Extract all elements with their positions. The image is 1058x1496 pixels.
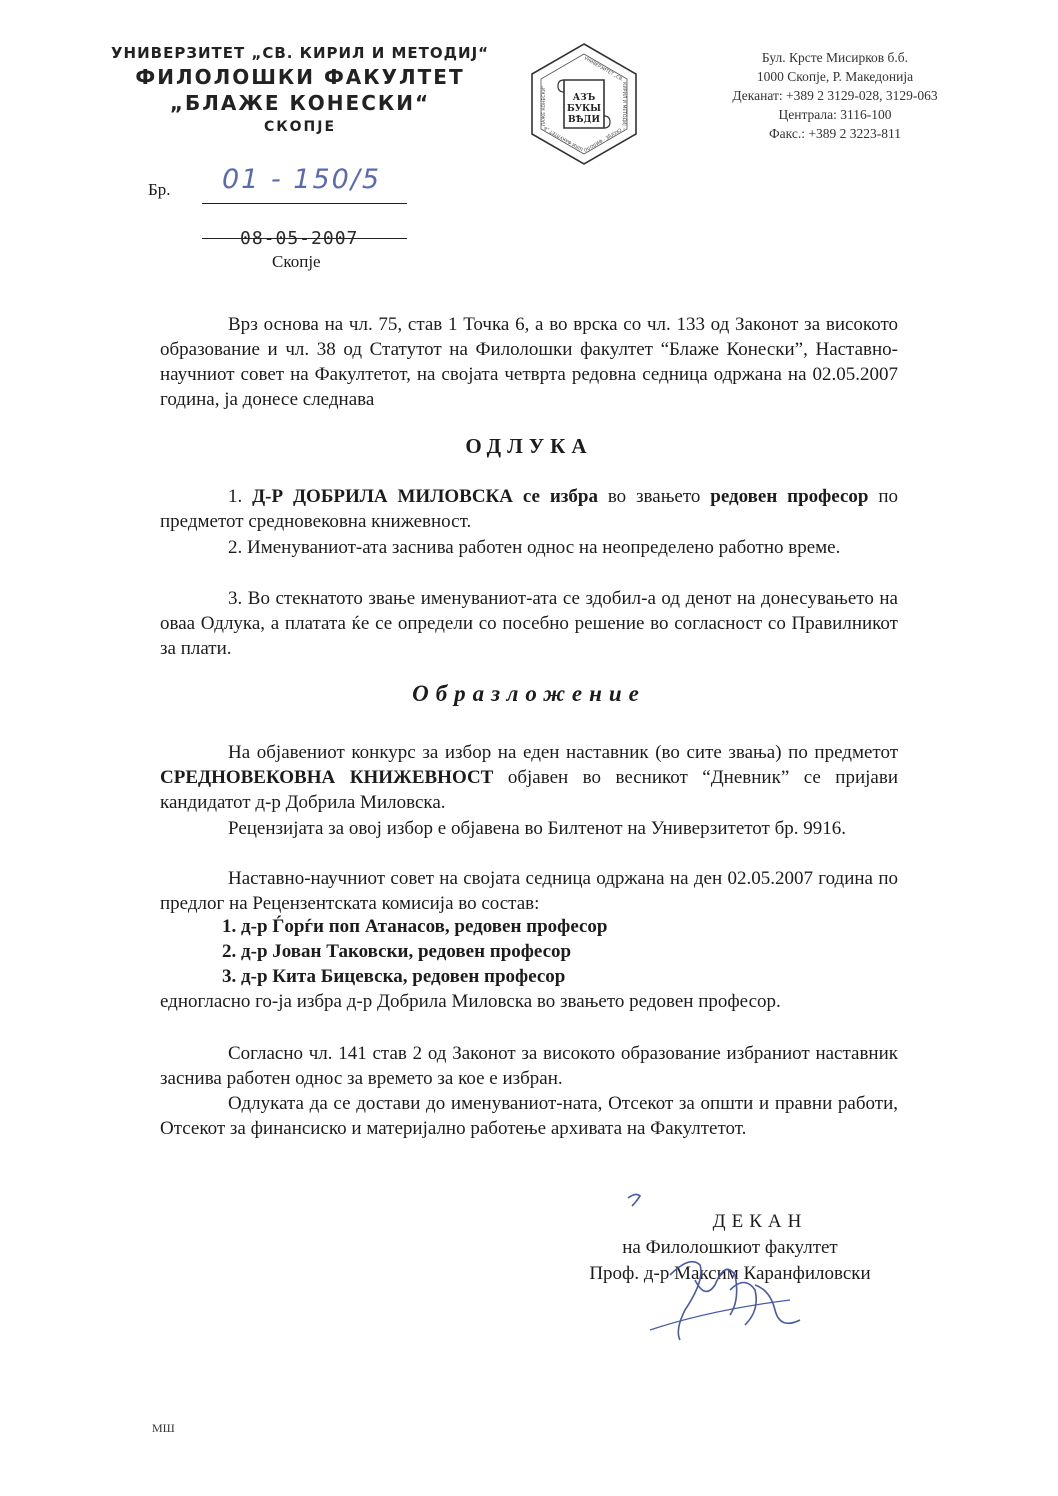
explanation-title: Образложение [412,681,646,706]
subject-name: СРЕДНОВЕКОВНА КНИЖЕВНОСТ [160,767,494,788]
signatory-role: ДЕКАН [712,1211,808,1232]
place-of-issue: Скопје [272,252,321,271]
typist-initials: МШ [152,1421,175,1435]
contact-line: 1000 Скопје, Р. Македонија [756,69,914,84]
committee-member: 3. д-р Кита Бицевска, редовен професор [222,966,566,987]
handwritten-signature [600,1180,830,1360]
explanation-paragraph-2: Рецензијата за овој избор е објавена во Билтенот на Универзитетот бр. 9916. [228,818,847,839]
letterhead-city: СКОПЈЕ [263,119,337,135]
university-name: УНИВЕРЗИТЕТ „СВ. КИРИЛ И МЕТОДИЈ“ [110,44,490,62]
committee-member: 1. д-р Ѓорѓи поп Атанасов, редовен професор [222,916,608,937]
explanation-paragraph-5: Согласно чл. 141 став 2 од Законот за високото образование избраниот наставник заснива работен однос за времето за кое е избран. [160,1043,898,1089]
reference-number-label: Бр. [148,180,171,199]
date-line [202,238,407,239]
contact-line: Факс.: +389 2 3223-811 [769,126,901,141]
svg-text:УНИВЕРЗИТЕТ „СВ. КИРИЛ И МЕТОД: УНИВЕРЗИТЕТ „СВ. КИРИЛ И МЕТОДИЈ“ СКОПЈЕ · ФИЛОЛОШКИ ФАКУЛТЕТ „БЛАЖЕ КОНЕСКИ“ [542,56,626,153]
academic-title: редовен професор [710,486,869,507]
explanation-paragraph-4: едногласно го-ја избра д-р Добрила Миловска во звањето редовен професор. [160,991,781,1012]
contact-line: Централа: 3116-100 [778,107,892,122]
reference-number-handwritten: 01 - 150/5 [222,164,382,195]
explanation-paragraph-6: Одлуката да се достави до именуваниот-ната, Отсекот за општи и правни работи, Отсекот за финансиско и материјално работење архивата на Факултетот. [160,1093,898,1139]
decision-title: ОДЛУКА [465,434,593,458]
decision-item-1 [160,484,898,534]
item-number: 1. [228,486,253,507]
item-text: по предметот средновековна книжевност. [160,486,899,532]
svg-text:АЗЪ: АЗЪ [572,93,596,103]
legal-basis-paragraph: Врз основа на чл. 75, став 1 Точка 6, а во врска со чл. 133 од Законот за високото образование и чл. 38 од Статутот на Филолошки факултет “Блаже Конески”, Наставно-научниот совет на Факултетот, на својата четврта редовна седница одржана на 02.05.2007 година, ја донесе следнава [160,314,898,410]
paragraph-text: објавен во весникот “Дневник” се пријави кандидатот д-р Добрила Миловска. [160,767,898,813]
committee-list [222,914,608,989]
explanation-paragraph-3: Наставно-научниот совет на својата седница одржана на ден 02.05.2007 година по предлог на Рецензентската комисија во состав: [160,868,898,914]
committee-member: 2. д-р Јован Таковски, редовен професор [222,941,572,962]
letterhead-contact-block [700,48,970,143]
signatory-name: Проф. д-р Максим Каранфиловски [589,1263,871,1284]
paragraph-text: На објавениот конкурс за избор на еден наставник (во сите звања) по предметот [228,742,898,763]
decision-item-3: 3. Во стекнатото звање именуваниот-ата се здобил-а од денот на донесувањето на оваа Одлука, а платата ќе се определи со посебно решение во согласност со Правилникот за плати. [160,588,898,659]
faculty-patron-name: „БЛАЖЕ КОНЕСКИ“ [169,91,431,115]
candidate-name: Д-Р ДОБРИЛА МИЛОВСКА се избра [252,486,598,507]
reference-number-line [202,203,407,204]
explanation-paragraph-1 [160,740,898,815]
signatory-unit: на Филолошкиот факултет [622,1237,838,1258]
contact-line: Бул. Крсте Мисирков б.б. [761,50,909,65]
svg-text:ВѢДИ: ВѢДИ [567,115,601,125]
letterhead-institution [100,42,500,138]
contact-line: Деканат: +389 2 3129-028, 3129-063 [732,88,938,103]
faculty-seal-logo [520,40,648,168]
faculty-name: ФИЛОЛОШКИ ФАКУЛТЕТ [135,65,465,89]
decision-item-2: 2. Именуваниот-ата заснива работен однос на неопределено работно време. [228,537,841,558]
date-stamp: 08-05-2007 [240,228,359,249]
svg-text:БУКЫ: БУКЫ [567,104,601,114]
item-text: во звањето [597,486,711,507]
